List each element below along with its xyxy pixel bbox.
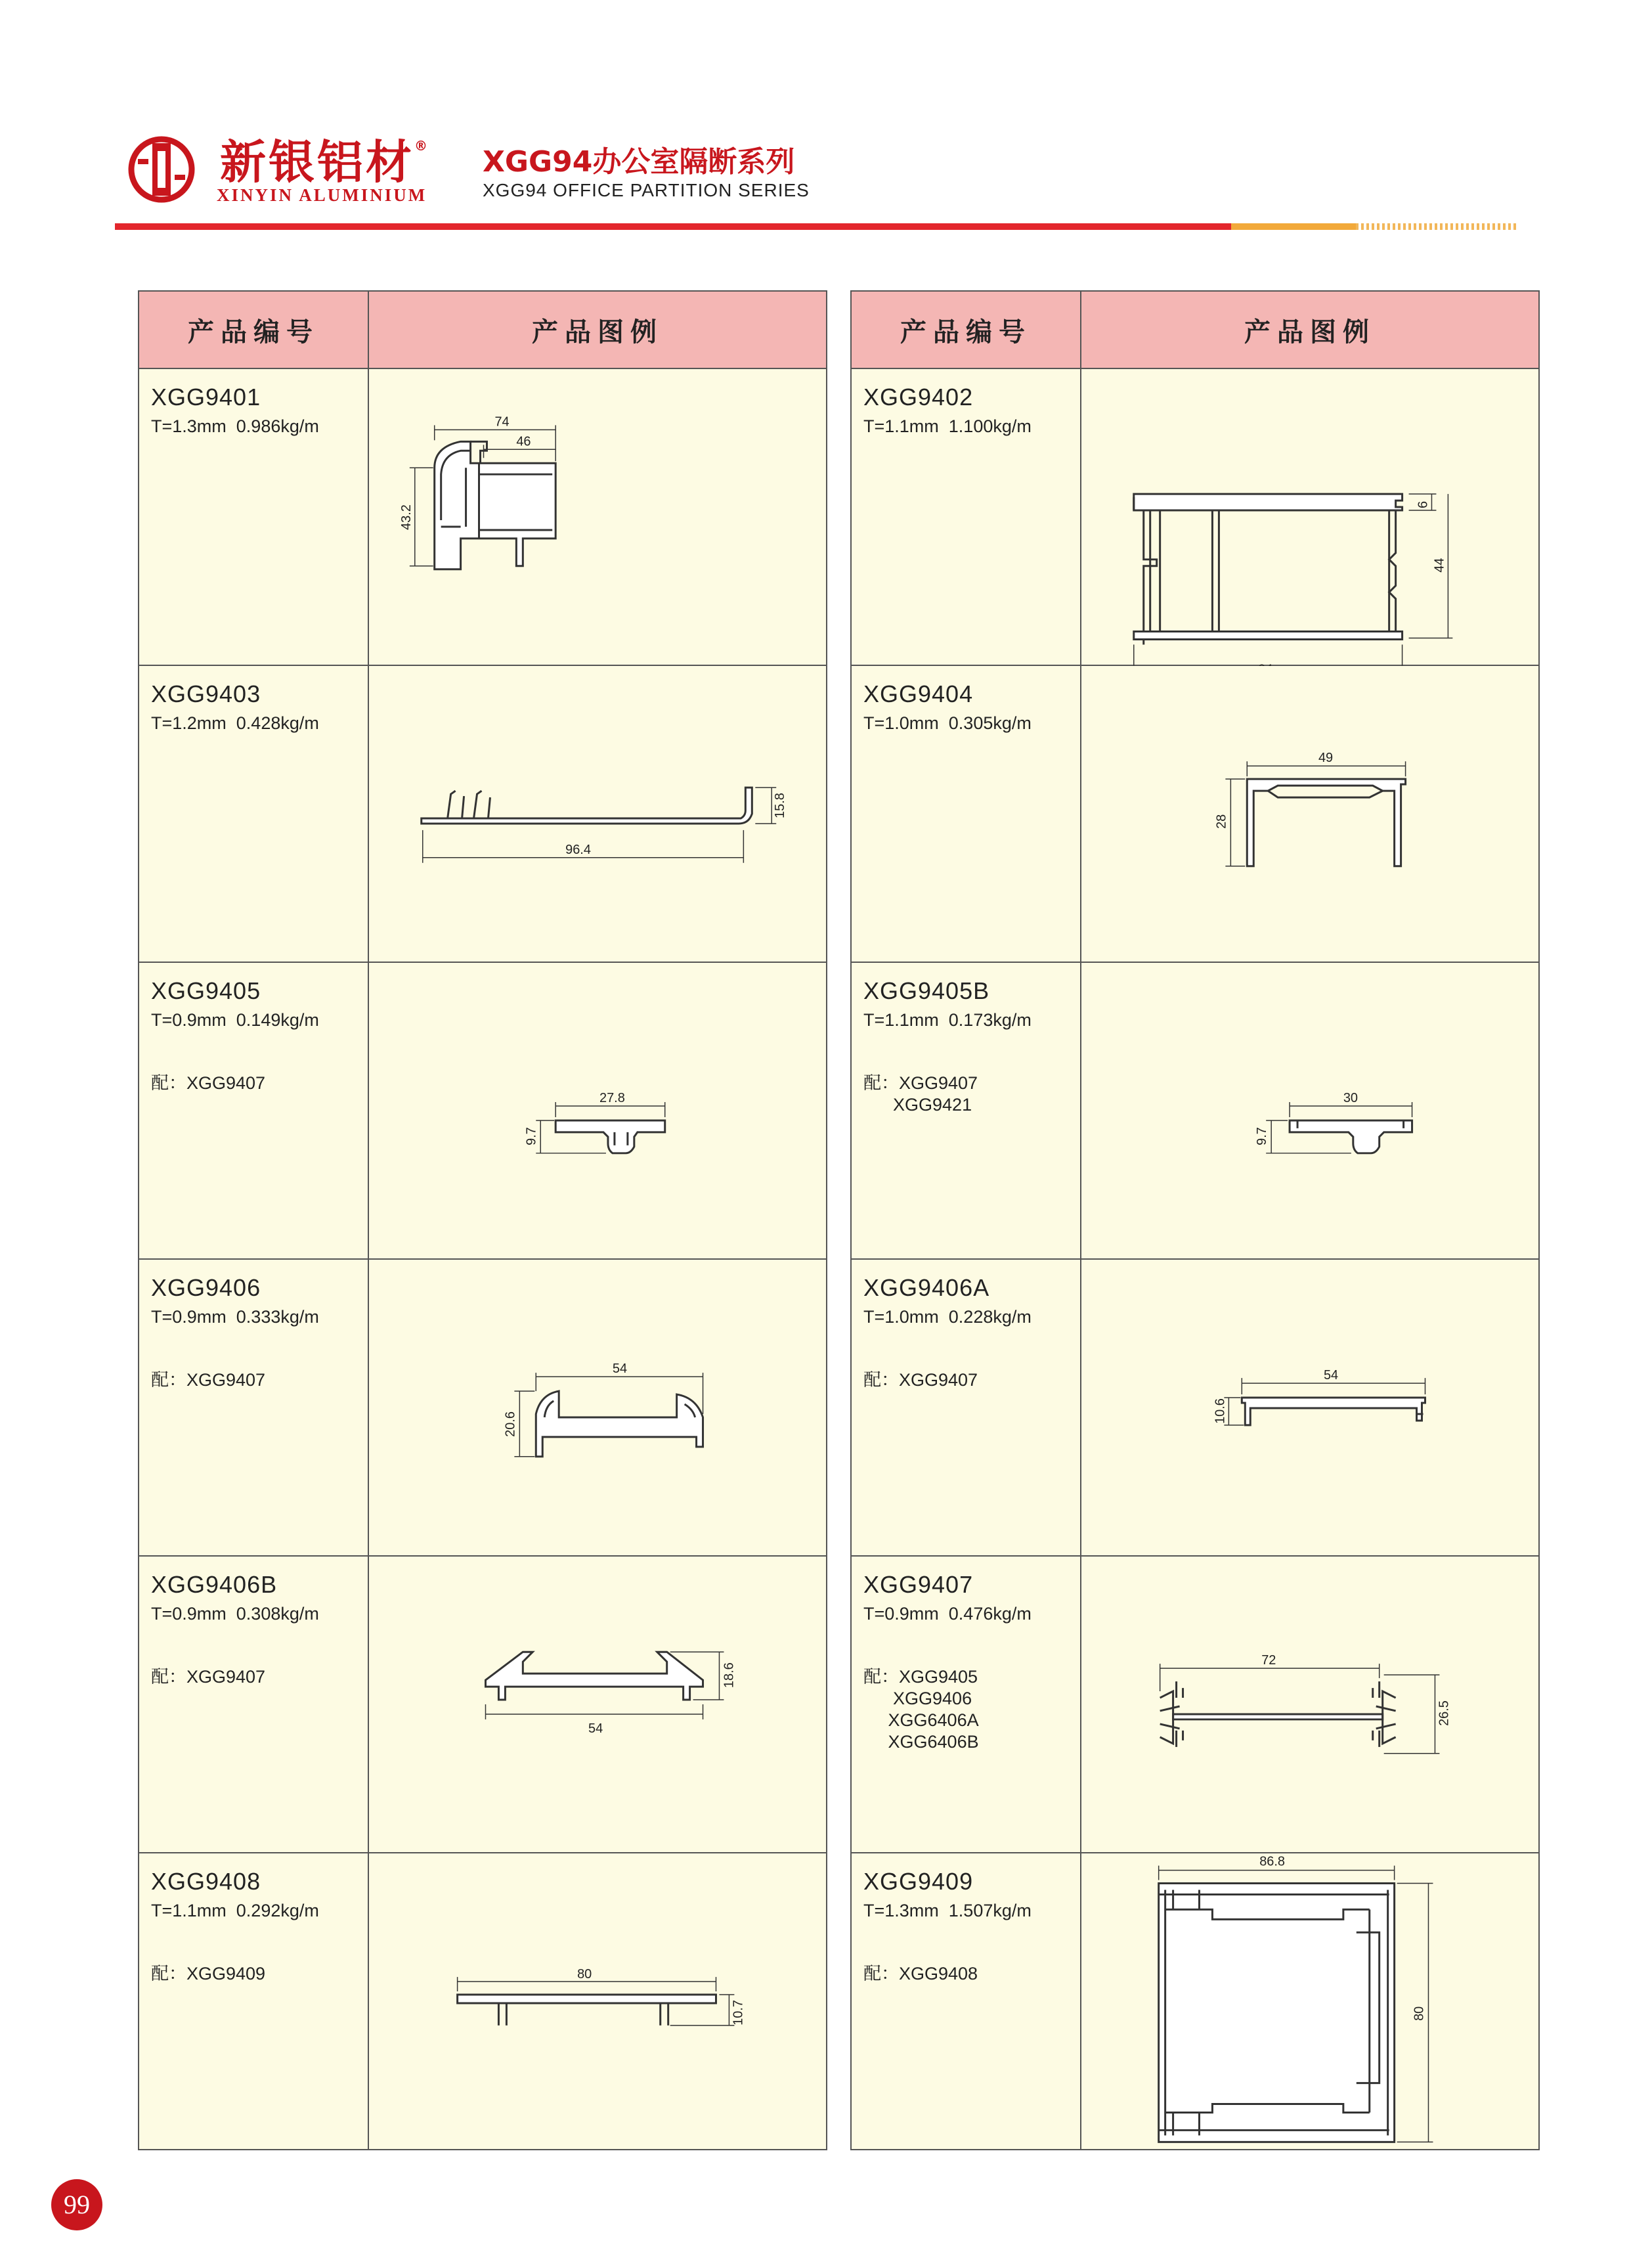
product-figure [368, 1853, 827, 2150]
product-match: 配：XGG9407 [151, 1667, 266, 1687]
profile-drawing-xgg9401 [369, 369, 826, 665]
product-match: 配：XGG9407 XGG9421 [863, 1073, 978, 1115]
product-info [851, 1259, 1081, 1556]
product-info [851, 368, 1081, 665]
dim-label: 72 [1261, 1653, 1276, 1668]
product-code: XGG9406 [151, 1274, 261, 1301]
brand-name-en: XINYIN ALUMINIUM [217, 185, 427, 205]
dim-label: 6 [1416, 500, 1431, 509]
column-header-figure: 产品图例 [368, 291, 827, 368]
table-header-row [851, 291, 1539, 368]
product-row [851, 1259, 1539, 1556]
product-spec: T=0.9mm 0.308kg/m [151, 1604, 319, 1624]
product-figure [368, 368, 827, 665]
product-match: 配：XGG9407 [863, 1370, 978, 1390]
product-info [851, 962, 1081, 1259]
profile-drawing-xgg9402 [1081, 369, 1538, 665]
profile-drawing-xgg9403 [369, 666, 826, 962]
dim-label: 54 [1323, 1368, 1339, 1383]
dim-label: 26.5 [1437, 1700, 1452, 1726]
dim-label: 80 [1412, 2006, 1427, 2021]
profile-drawing-xgg9409 [1081, 1853, 1538, 2149]
product-code: XGG9402 [863, 384, 974, 410]
product-code: XGG9406A [863, 1274, 990, 1301]
dim-label: 86.8 [1259, 1854, 1286, 1869]
product-row [139, 1556, 827, 1853]
product-row [139, 1259, 827, 1556]
product-figure [368, 665, 827, 962]
product-row [139, 368, 827, 665]
product-figure [368, 1259, 827, 1556]
page-header [0, 0, 1652, 236]
dim-label: 15.8 [773, 793, 788, 818]
product-row [851, 665, 1539, 962]
product-code: XGG9405 [151, 977, 261, 1004]
dim-label: 9.7 [524, 1127, 539, 1145]
dim-label: 96.4 [565, 842, 591, 857]
dim-label: 80 [577, 1967, 592, 1982]
dim-label: 30 [1343, 1091, 1359, 1106]
product-info [139, 1556, 368, 1853]
profile-drawing-xgg9405 [369, 963, 826, 1258]
profile-drawing-xgg9406a [1081, 1260, 1538, 1555]
product-code: XGG9403 [151, 680, 261, 707]
product-figure [1081, 665, 1539, 962]
product-row [851, 1556, 1539, 1853]
dim-label: 20.6 [503, 1411, 518, 1437]
product-spec: T=1.3mm 1.507kg/m [863, 1901, 1032, 1920]
dim-label: 46 [516, 434, 531, 449]
series-title-cn: XGG94办公室隔断系列 [483, 145, 795, 179]
column-header-figure: 产品图例 [1081, 291, 1539, 368]
product-spec: T=0.9mm 0.476kg/m [863, 1604, 1032, 1624]
product-code: XGG9409 [863, 1868, 974, 1895]
product-figure [1081, 962, 1539, 1259]
product-figure [368, 962, 827, 1259]
column-header-code: 产品编号 [851, 291, 1081, 368]
profile-drawing-xgg9408 [369, 1853, 826, 2149]
product-spec: T=0.9mm 0.333kg/m [151, 1307, 319, 1327]
product-row [851, 368, 1539, 665]
product-spec: T=1.0mm 0.228kg/m [863, 1307, 1032, 1327]
product-match: 配：XGG9407 [151, 1073, 266, 1093]
dim-label: 28 [1214, 814, 1229, 829]
product-code: XGG9406B [151, 1571, 278, 1598]
product-code: XGG9404 [863, 680, 974, 707]
product-match: 配：XGG9407 [151, 1370, 266, 1390]
header-rule-orange [1231, 223, 1356, 230]
profile-drawing-xgg9407 [1081, 1557, 1538, 1852]
product-code: XGG9405B [863, 977, 990, 1004]
series-title-en: XGG94 OFFICE PARTITION SERIES [483, 180, 810, 200]
profile-drawing-xgg9404 [1081, 666, 1538, 962]
dim-label: 43.2 [399, 504, 414, 530]
page-number: 99 [51, 2179, 102, 2230]
product-info [851, 665, 1081, 962]
product-info [139, 368, 368, 665]
dim-label: 44 [1432, 558, 1447, 573]
product-row [139, 1853, 827, 2150]
product-spec: T=1.1mm 1.100kg/m [863, 416, 1032, 436]
product-spec: T=1.3mm 0.986kg/m [151, 416, 319, 436]
profile-drawing-xgg9406b [369, 1557, 826, 1852]
xinyin-logo-icon [129, 137, 194, 202]
product-figure [1081, 368, 1539, 665]
product-row [139, 962, 827, 1259]
dim-label: 74 [494, 414, 510, 430]
column-header-code: 产品编号 [139, 291, 368, 368]
product-info [139, 665, 368, 962]
brand-name-cn: 新银铝材® [220, 135, 430, 189]
product-info [139, 1259, 368, 1556]
product-spec: T=1.1mm 0.173kg/m [863, 1010, 1032, 1030]
product-match: 配：XGG9409 [151, 1964, 266, 1983]
product-code: XGG9407 [863, 1571, 974, 1598]
dim-label: 54 [612, 1361, 628, 1377]
table-header-row [139, 291, 827, 368]
product-match: 配：XGG9405 XGG9406 XGG6406A XGG6406B [863, 1667, 979, 1752]
profile-drawing-xgg9406 [369, 1260, 826, 1555]
product-spec: T=1.2mm 0.428kg/m [151, 713, 319, 733]
header-rule-dashed [1356, 223, 1517, 230]
product-figure [368, 1556, 827, 1853]
product-code: XGG9401 [151, 384, 261, 410]
dim-label: 49 [1318, 751, 1334, 766]
dim-label: 9.7 [1255, 1127, 1270, 1145]
product-match: 配：XGG9408 [863, 1964, 978, 1983]
product-table-right [850, 290, 1540, 2150]
dim-label: 27.8 [599, 1091, 625, 1106]
product-info [139, 962, 368, 1259]
product-code: XGG9408 [151, 1868, 261, 1895]
product-spec: T=0.9mm 0.149kg/m [151, 1010, 319, 1030]
product-figure [1081, 1853, 1539, 2150]
product-spec: T=1.0mm 0.305kg/m [863, 713, 1032, 733]
product-row [851, 962, 1539, 1259]
product-row [139, 665, 827, 962]
product-figure [1081, 1556, 1539, 1853]
product-figure [1081, 1259, 1539, 1556]
product-spec: T=1.1mm 0.292kg/m [151, 1901, 319, 1920]
product-info [139, 1853, 368, 2150]
header-rule-red [115, 223, 1231, 230]
product-table-left [138, 290, 827, 2150]
dim-label: 10.6 [1213, 1398, 1228, 1424]
dim-label: 54 [588, 1721, 603, 1736]
dim-label: 18.6 [722, 1662, 737, 1689]
profile-drawing-xgg9405b [1081, 963, 1538, 1258]
dim-label: 10.7 [731, 2000, 746, 2026]
product-info [851, 1853, 1081, 2150]
product-row [851, 1853, 1539, 2150]
product-info [851, 1556, 1081, 1853]
